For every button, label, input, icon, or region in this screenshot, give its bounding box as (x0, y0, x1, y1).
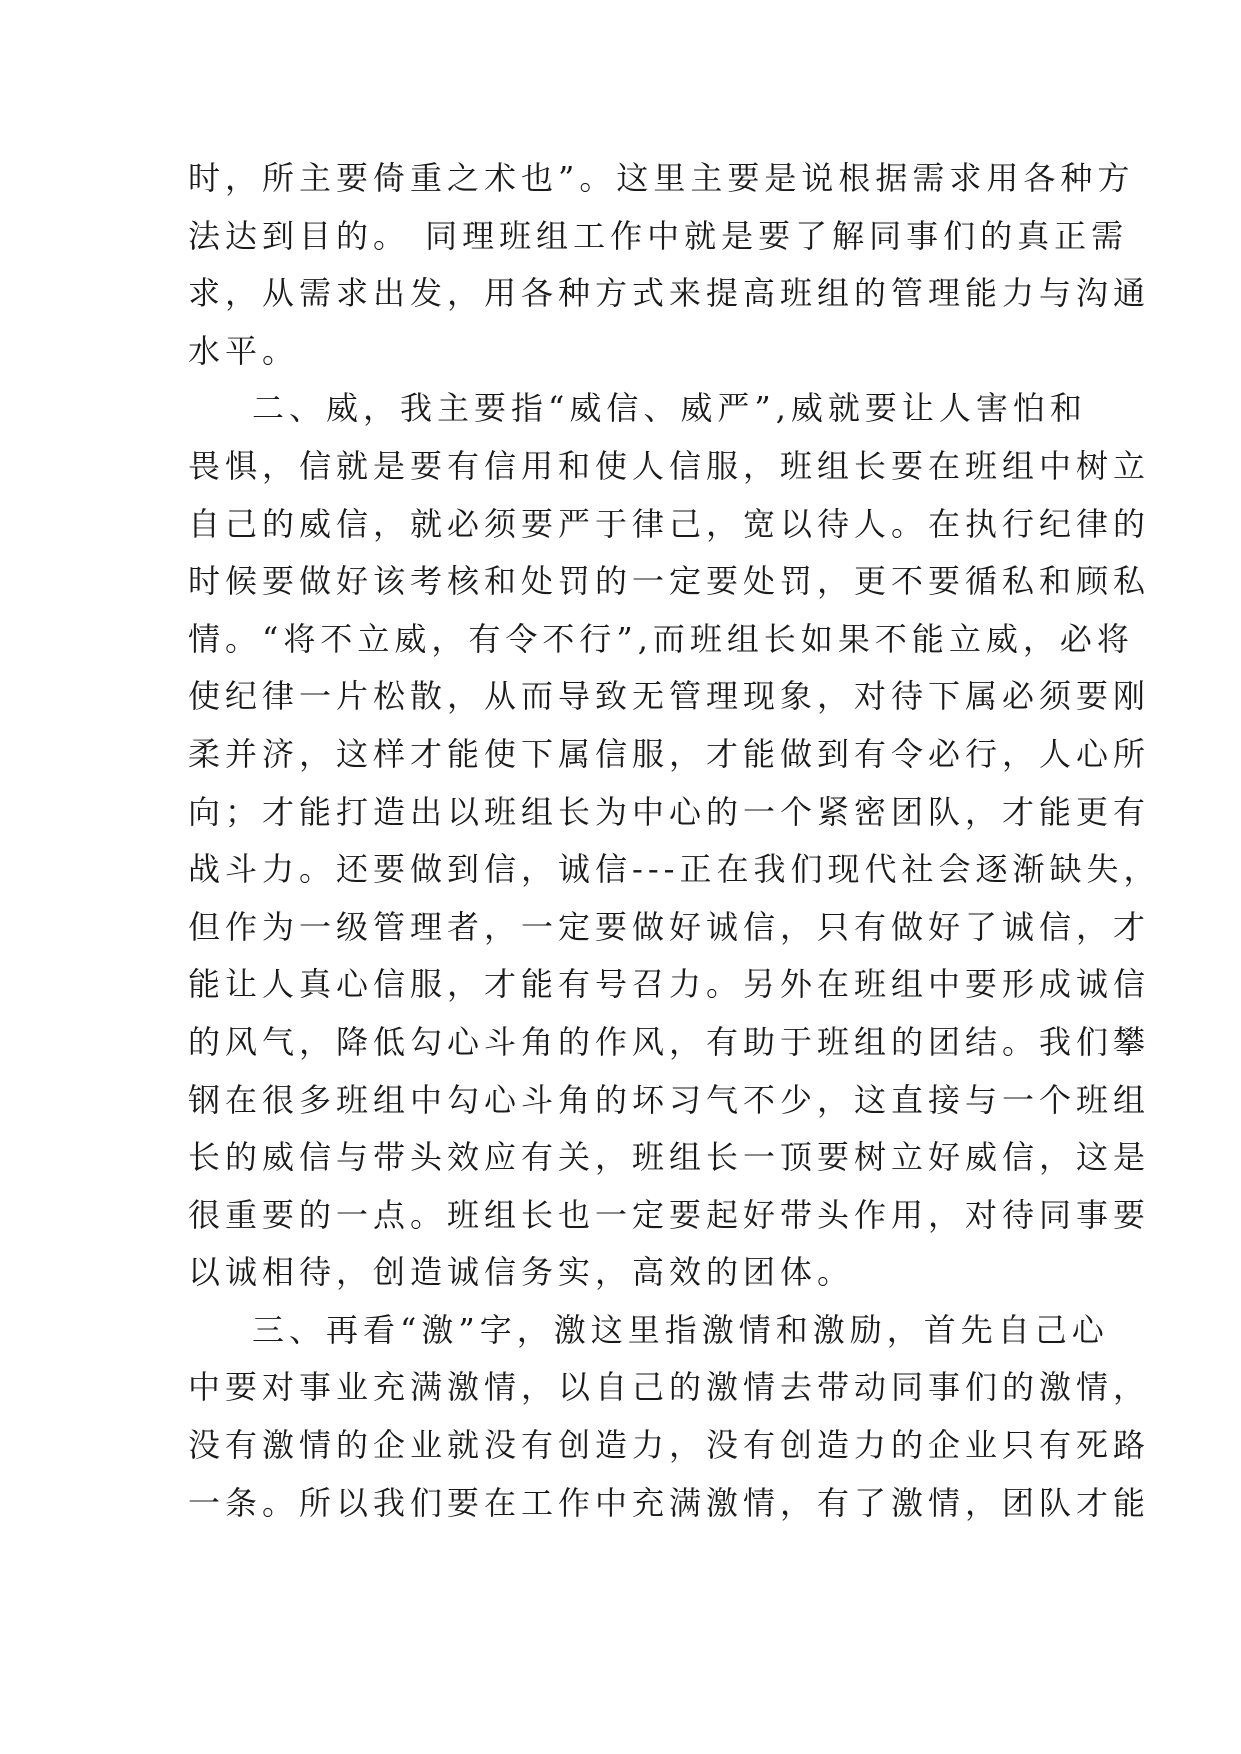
text-line: 很重要的一点。班组长也一定要起好带头作用，对待同事要 (188, 1195, 1151, 1234)
text-line: 三、再看“激”字，激这里指激情和激励，首先自己心 (252, 1310, 1109, 1349)
text-line: 没有激情的企业就没有创造力，没有创造力的企业只有死路 (188, 1426, 1151, 1465)
text-line: 的风气，降低勾心斗角的作风，有助于班组的团结。我们攀 (188, 1022, 1151, 1061)
text-line: 但作为一级管理者，一定要做好诚信，只有做好了诚信，才 (188, 907, 1151, 946)
text-line: 情。“将不立威，有令不行”,而班组长如果不能立威，必将 (188, 619, 1134, 658)
text-line: 钢在很多班组中勾心斗角的坏习气不少，这直接与一个班组 (188, 1080, 1151, 1119)
text-line: 畏惧，信就是要有信用和使人信服，班组长要在班组中树立 (188, 446, 1151, 485)
text-line: 时候要做好该考核和处罚的一定要处罚，更不要循私和顾私 (188, 562, 1151, 601)
body-text (188, 150, 1161, 1532)
text-line: 柔并济，这样才能使下属信服，才能做到有令必行，人心所 (188, 734, 1151, 773)
text-line: 中要对事业充满激情，以自己的激情去带动同事们的激情， (188, 1368, 1151, 1407)
text-line: 以诚相待，创造诚信务实，高效的团体。 (188, 1253, 855, 1292)
text-line: 二、威，我主要指“威信、威严”,威就要让人害怕和 (252, 389, 1087, 428)
text-line: 法达到目的。 同理班组工作中就是要了解同事们的真正需 (188, 216, 1129, 255)
text-line: 战斗力。还要做到信，诚信---正在我们现代社会逐渐缺失， (188, 850, 1161, 889)
text-line: 时，所主要倚重之术也”。这里主要是说根据需求用各种方 (188, 159, 1135, 197)
text-line: 向；才能打造出以班组长为中心的一个紧密团队，才能更有 (188, 792, 1151, 831)
text-line: 求，从需求出发，用各种方式来提高班组的管理能力与沟通 (188, 274, 1151, 313)
text-line: 长的威信与带头效应有关，班组长一顶要树立好威信，这是 (188, 1138, 1151, 1177)
text-line: 一条。所以我们要在工作中充满激情，有了激情，团队才能 (188, 1483, 1151, 1522)
text-line: 自己的威信，就必须要严于律己，宽以待人。在执行纪律的 (188, 504, 1151, 543)
text-line: 能让人真心信服，才能有号召力。另外在班组中要形成诚信 (188, 965, 1151, 1004)
text-line: 使纪律一片松散，从而导致无管理现象，对待下属必须要刚 (188, 677, 1151, 716)
text-line: 水平。 (188, 331, 300, 370)
